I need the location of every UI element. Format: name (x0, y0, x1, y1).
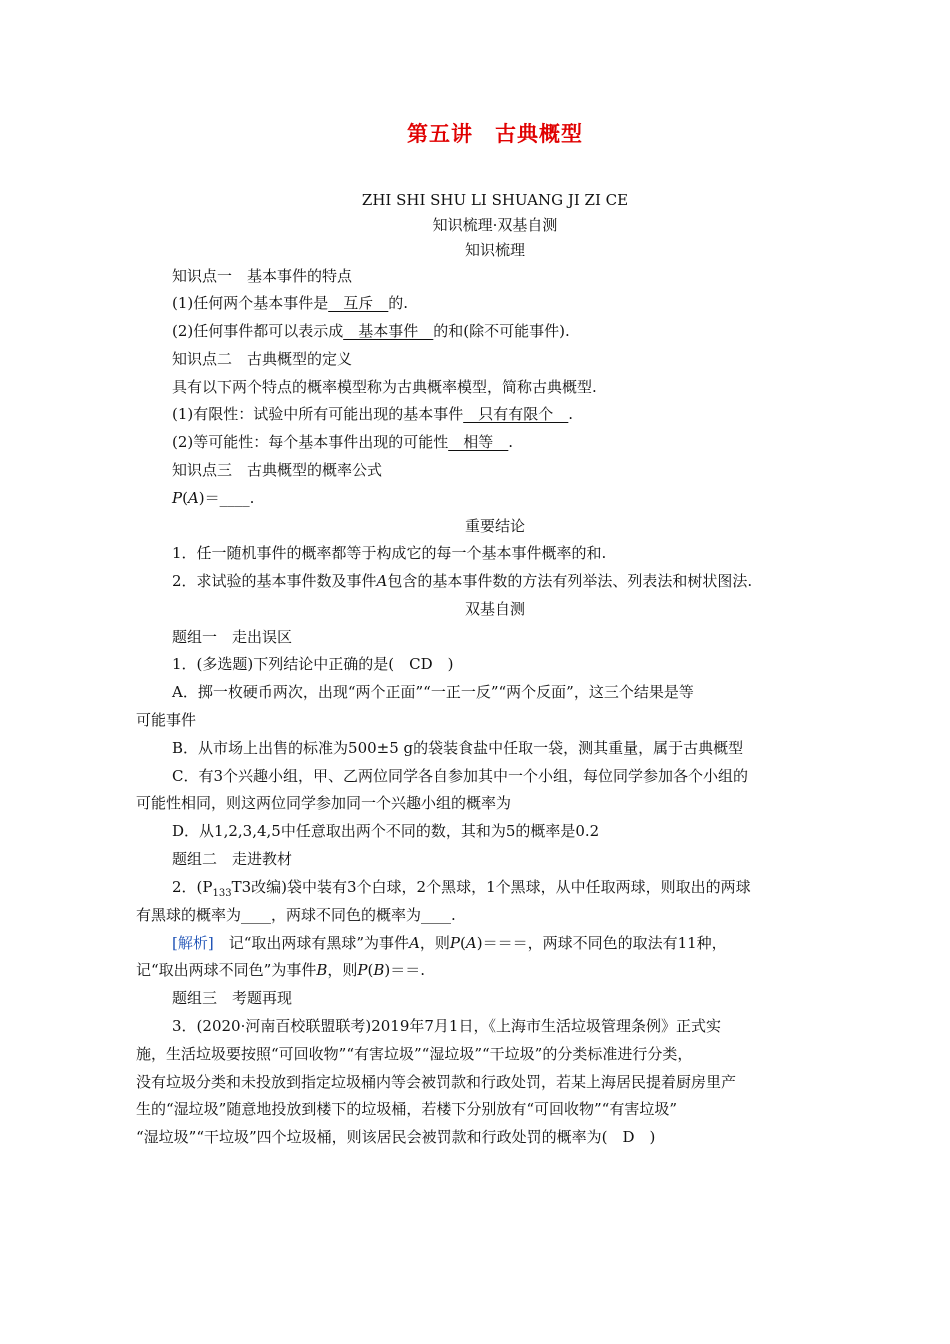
kp2-item1 (172, 404, 573, 424)
kp1-item1 (172, 293, 408, 313)
kp2-item1-answer: __只有有限个__ (463, 405, 569, 423)
q2-solution-line2 (136, 960, 425, 980)
sol2-d: P (357, 961, 368, 979)
kp2-item1-end: . (568, 405, 574, 423)
kp2-heading: 知识点二 古典概型的定义 (172, 350, 353, 368)
formula-paren: ( (182, 489, 188, 507)
q3-line3: 没有垃圾分类和未投放到指定垃圾桶内等会被罚款和行政处罚，若某上海居民提着厨房里产 (136, 1073, 737, 1091)
kp1-item1-end: 的. (388, 294, 409, 312)
formula-a: A (187, 489, 199, 507)
kp2-item1-text: (1)有限性：试验中所有可能出现的基本事件 (172, 405, 464, 423)
formula-p: P (172, 489, 183, 507)
kp3-formula (172, 488, 254, 508)
subsection-heading-zhishi: 知识梳理 (464, 241, 525, 259)
conclusion-item2-a: A (376, 572, 388, 590)
sol2-c: ，则 (327, 961, 358, 979)
kp2-item2-text: (2)等可能性：每个基本事件出现的可能性 (172, 433, 449, 451)
pinyin-heading: ZHI SHI SHU LI SHUANG JI ZI CE (361, 191, 629, 209)
formula-rest: )＝____. (198, 489, 255, 507)
sol2-f: B (373, 961, 385, 979)
sol1-b: A (409, 934, 420, 952)
conclusion-item2-post: 包含的基本事件数的方法有列举法、列表法和树状图法. (387, 572, 753, 590)
page-title: 第五讲 古典概型 (407, 121, 583, 146)
sol1-g: )＝＝＝，两球不同色的取法有11种， (476, 934, 727, 952)
q2-solution-line1 (172, 933, 727, 953)
sol2-a: 记“取出两球不同色”为事件 (136, 961, 317, 979)
kp2-intro: 具有以下两个特点的概率模型称为古典概率模型，简称古典概型. (172, 378, 597, 396)
group2-heading: 题组二 走进教材 (172, 850, 293, 868)
kp1-item2-text: (2)任何事件都可以表示成 (172, 322, 344, 340)
conclusion-item2-pre: 2．求试验的基本事件数及事件 (172, 572, 377, 590)
selftest-heading: 双基自测 (464, 600, 525, 618)
q1-option-a-line1: A．掷一枚硬币两次，出现“两个正面”“一正一反”“两个反面”，这三个结果是等 (172, 683, 694, 701)
sol1-e: ( (460, 934, 466, 952)
kp3-heading: 知识点三 古典概型的概率公式 (172, 461, 383, 479)
conclusion-item2 (172, 571, 752, 591)
sol1-d: P (449, 934, 461, 952)
q2-post: T3改编)袋中装有3个白球，2个黑球，1个黑球，从中任取两球，则取出的两球 (231, 878, 751, 896)
q1-option-b: B．从市场上出售的标准为500±5 g的袋装食盐中任取一袋，测其重量，属于古典概型 (172, 739, 744, 757)
q3-line5: “湿垃圾”“干垃圾”四个垃圾桶，则该居民会被罚款和行政处罚的概率为( D ) (136, 1128, 656, 1146)
q2-page-sub: 133 (212, 888, 232, 899)
kp2-item2-answer: __相等__ (448, 433, 509, 451)
q1-option-a-line2: 可能事件 (136, 711, 197, 729)
sol1-f: A (465, 934, 477, 952)
kp2-item2-end: . (508, 433, 514, 451)
q2-line1 (172, 877, 751, 904)
section-heading: 知识梳理·双基自测 (432, 216, 558, 234)
kp1-item2 (172, 321, 570, 341)
conclusion-heading: 重要结论 (464, 517, 525, 535)
conclusion-item1: 1．任一随机事件的概率都等于构成它的每一个基本事件概率的和. (172, 544, 607, 562)
q1-stem: 1．(多选题)下列结论中正确的是( CD ) (172, 655, 454, 673)
kp1-item2-end: 的和(除不可能事件). (433, 322, 570, 340)
kp1-item1-text: (1)任何两个基本事件是 (172, 294, 329, 312)
sol1-a: 记“取出两球有黑球”为事件 (213, 934, 410, 952)
kp1-item2-answer: __基本事件__ (343, 322, 434, 340)
q1-option-c-line1: C．有3个兴趣小组，甲、乙两位同学各自参加其中一个小组，每位同学参加各个小组的 (172, 767, 749, 785)
group3-heading: 题组三 考题再现 (172, 989, 293, 1007)
q1-option-d: D．从1,2,3,4,5中任意取出两个不同的数，其和为5的概率是0.2 (172, 822, 600, 840)
q3-line2: 施，生活垃圾要按照“可回收物”“有害垃圾”“湿垃圾”“干垃圾”的分类标准进行分类， (136, 1045, 693, 1063)
q2-line2: 有黑球的概率为____，两球不同色的概率为____. (136, 906, 456, 924)
sol2-g: )＝＝. (384, 961, 425, 979)
q2-pre: 2．(P (172, 878, 213, 896)
sol2-b: B (316, 961, 328, 979)
kp2-item2 (172, 432, 513, 452)
kp1-heading: 知识点一 基本事件的特点 (172, 267, 353, 285)
sol2-e: ( (367, 961, 374, 979)
kp1-item1-answer: __互斥__ (328, 294, 389, 312)
group1-heading: 题组一 走出误区 (172, 628, 293, 646)
q3-line1: 3．(2020·河南百校联盟联考)2019年7月1日，《上海市生活垃圾管理条例》正式实 (172, 1017, 721, 1035)
sol1-c: ，则 (419, 934, 450, 952)
q1-option-c-line2: 可能性相同，则这两位同学参加同一个兴趣小组的概率为 (136, 794, 512, 812)
q3-line4: 生的“湿垃圾”随意地投放到楼下的垃圾桶，若楼下分别放有“可回收物”“有害垃圾” (136, 1100, 678, 1118)
jiexi-label: [解析] (172, 934, 214, 952)
